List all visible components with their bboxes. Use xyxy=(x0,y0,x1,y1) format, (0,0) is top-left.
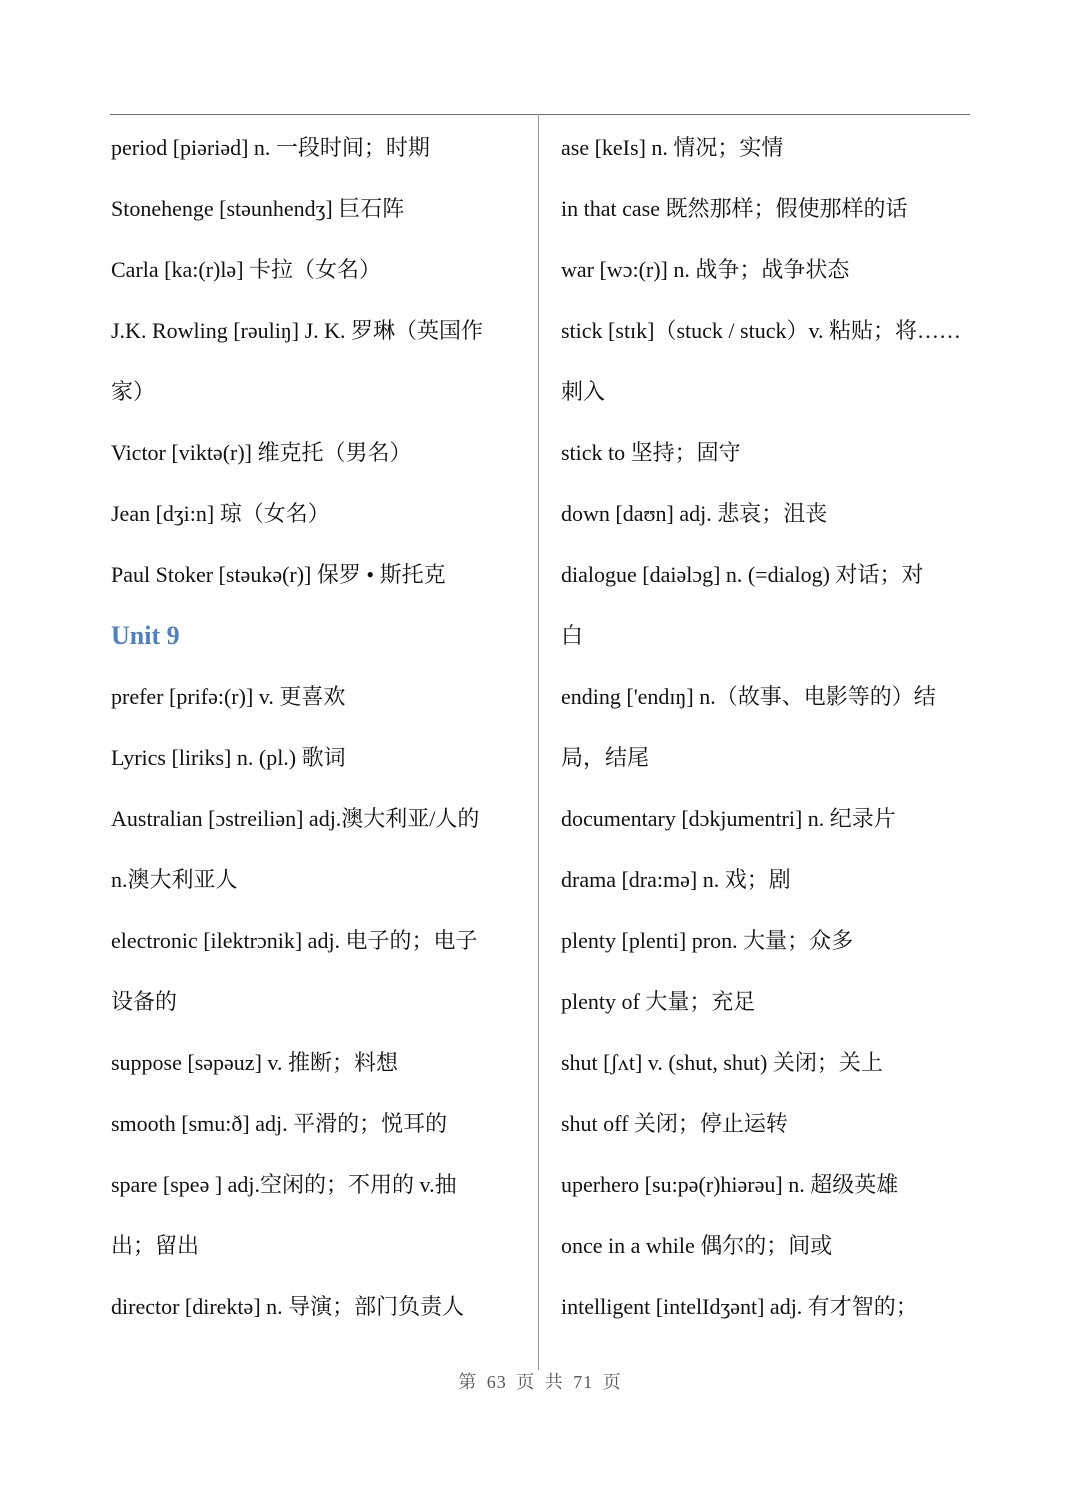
vocab-entry: director [direktə] n. 导演；部门负责人 xyxy=(111,1294,465,1319)
vocab-entry: down [daʊn] adj. 悲哀；沮丧 xyxy=(561,501,828,526)
vocab-entry-continuation: 白 xyxy=(561,623,584,648)
header-rule xyxy=(110,114,970,115)
vocab-entry: shut off 关闭；停止运转 xyxy=(561,1111,788,1136)
vocab-entry-continuation: 刺入 xyxy=(561,379,606,404)
vocab-entry: uperhero [su:pə(r)hiərəu] n. 超级英雄 xyxy=(561,1172,899,1197)
vocab-entry-continuation: 出；留出 xyxy=(111,1233,200,1258)
vocab-entry-continuation: 局，结尾 xyxy=(561,745,650,770)
vocab-entry: ase [keIs] n. 情况；实情 xyxy=(561,135,784,160)
vocab-entry: ending ['endɪŋ] n.（故事、电影等的）结 xyxy=(561,684,936,709)
vocab-entry: plenty of 大量；充足 xyxy=(561,989,756,1014)
vocab-entry-continuation: 设备的 xyxy=(111,989,178,1014)
unit-heading: Unit 9 xyxy=(111,621,180,650)
vocab-entry: spare [speə ] adj.空闲的；不用的 v.抽 xyxy=(111,1172,457,1197)
vocab-entry: dialogue [daiəlɔg] n. (=dialog) 对话；对 xyxy=(561,562,924,587)
vocab-entry: Stonehenge [stəunhendʒ] 巨石阵 xyxy=(111,196,405,221)
vocab-entry: stick to 坚持；固守 xyxy=(561,440,741,465)
vocab-entry: intelligent [intelIdʒənt] adj. 有才智的； xyxy=(561,1294,918,1319)
vocab-entry: period [piəriəd] n. 一段时间；时期 xyxy=(111,135,430,160)
vocab-entry-continuation: n.澳大利亚人 xyxy=(111,867,238,892)
vocab-entry: Lyrics [liriks] n. (pl.) 歌词 xyxy=(111,745,346,770)
vocab-entry: drama [dra:mə] n. 戏；剧 xyxy=(561,867,791,892)
vocab-entry: Carla [ka:(r)lə] 卡拉（女名） xyxy=(111,257,382,282)
vocab-entry-continuation: 家） xyxy=(111,379,156,404)
vocab-entry: shut [ʃʌt] v. (shut, shut) 关闭；关上 xyxy=(561,1050,883,1075)
vocab-entry: Jean [dʒi:n] 琼（女名） xyxy=(111,501,330,526)
vocab-entry: suppose [səpəuz] v. 推断；料想 xyxy=(111,1050,398,1075)
column-divider xyxy=(538,114,539,1370)
vocab-entry: J.K. Rowling [rəuliŋ] J. K. 罗琳（英国作 xyxy=(111,318,484,343)
vocab-entry: electronic [ilektrɔnik] adj. 电子的；电子 xyxy=(111,928,478,953)
page-number-footer: 第 63 页 共 71 页 xyxy=(458,1372,622,1392)
left-column xyxy=(111,117,531,1337)
vocab-entry: prefer [prifə:(r)] v. 更喜欢 xyxy=(111,684,346,709)
vocab-entry: Australian [ɔstreiliən] adj.澳大利亚/人的 xyxy=(111,806,480,831)
vocab-entry: war [wɔ:(r)] n. 战争；战争状态 xyxy=(561,257,850,282)
vocab-entry: smooth [smu:ð] adj. 平滑的；悦耳的 xyxy=(111,1111,448,1136)
vocab-entry: documentary [dɔkjumentri] n. 纪录片 xyxy=(561,806,896,831)
vocab-entry: Paul Stoker [stəukə(r)] 保罗 • 斯托克 xyxy=(111,562,446,587)
vocab-entry: Victor [viktə(r)] 维克托（男名） xyxy=(111,440,412,465)
vocab-entry: in that case 既然那样；假使那样的话 xyxy=(561,196,908,221)
vocab-entry: stick [stɪk]（stuck / stuck）v. 粘贴；将…… xyxy=(561,318,962,343)
right-column xyxy=(561,117,976,1337)
vocab-entry: once in a while 偶尔的；间或 xyxy=(561,1233,833,1258)
vocab-entry: plenty [plenti] pron. 大量；众多 xyxy=(561,928,854,953)
